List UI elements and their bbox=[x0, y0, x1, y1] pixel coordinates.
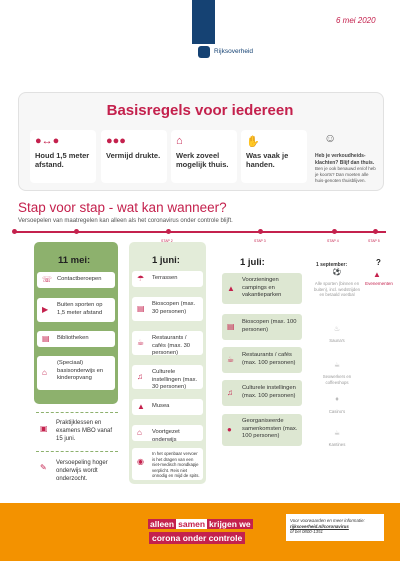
slogan-line1 bbox=[148, 519, 253, 529]
distance-icon: ●↔● bbox=[35, 135, 60, 147]
step-label: STAP 3 bbox=[254, 239, 266, 243]
mask-note bbox=[132, 448, 203, 480]
grey-item-text: Kantines bbox=[328, 442, 346, 447]
timeline-dot bbox=[74, 229, 79, 234]
item-text: Buiten sporten op 1,5 meter afstand bbox=[57, 302, 103, 316]
rule-card-distance bbox=[30, 130, 96, 183]
item-text: Georganiseerde samenkomsten (max. 100 personen) bbox=[242, 418, 298, 440]
cold-body: Ben je ook benauwd en/of heb je koorts? Dan moeten alle huis-genoten thuisblijven. bbox=[315, 166, 376, 183]
rule-card-home-work bbox=[171, 130, 237, 183]
rule-text-home-work: Werk zoveel mogelijk thuis. bbox=[176, 151, 229, 170]
info-line: Voor voorwaarden en meer informatie: bbox=[290, 518, 365, 523]
cinema-icon: ▤ bbox=[137, 304, 145, 313]
running-icon: ▶ bbox=[42, 305, 49, 314]
meeting-icon: ● bbox=[227, 425, 232, 434]
item-text: Restaurants / cafés (max. 30 personen) bbox=[152, 335, 191, 357]
item-text: (Speciaal) basisonderwijs en kinderopvang bbox=[57, 360, 104, 382]
phone-icon: ☏ bbox=[42, 275, 53, 284]
slogan-line2: corona onder controle bbox=[149, 532, 245, 544]
camping-icon: ▲ bbox=[227, 284, 235, 293]
event-icon: ▲ bbox=[373, 270, 381, 279]
sauna-icon: ♨ bbox=[333, 326, 341, 333]
step4-date: 1 september: bbox=[316, 262, 348, 268]
item-text: Bioscopen (max. 30 personen) bbox=[152, 301, 196, 315]
item-text: Culturele instellingen (max. 100 personen) bbox=[242, 385, 296, 399]
grey-item-text: Sauna's bbox=[329, 338, 345, 343]
steps-title: Stap voor stap - wat kan wanneer? bbox=[18, 200, 227, 215]
timeline-dot bbox=[258, 229, 263, 234]
restaurant-icon: ☕ bbox=[137, 338, 145, 347]
slogan-word: krijgen we bbox=[209, 519, 251, 529]
timeline-dot bbox=[373, 229, 378, 234]
step2-date: 1 juni: bbox=[152, 255, 180, 266]
pen-icon: ✎ bbox=[40, 463, 47, 472]
step1-date: 11 mei: bbox=[58, 255, 91, 266]
list-item bbox=[222, 380, 302, 406]
cinema-icon: ▤ bbox=[227, 322, 235, 331]
home-work-icon: ⌂ bbox=[176, 135, 183, 147]
step-label: STAP 2 bbox=[161, 239, 173, 243]
list-item bbox=[132, 425, 203, 441]
list-item bbox=[37, 356, 115, 390]
note-text: Praktijklessen en examens MBO vanaf 15 juni. bbox=[56, 420, 113, 442]
school-icon: ⌂ bbox=[42, 368, 47, 377]
note-text: Versoepeling hoger onderwijs wordt onderzocht. bbox=[56, 460, 108, 482]
casino-icon: ♦ bbox=[335, 396, 339, 403]
school-icon: ⌂ bbox=[137, 428, 142, 437]
library-icon: ▤ bbox=[42, 334, 50, 343]
step-label: STAP 4 bbox=[327, 239, 339, 243]
org-name: Rijksoverheid bbox=[214, 48, 254, 55]
info-box bbox=[286, 514, 384, 541]
rule-card-crowd bbox=[101, 130, 167, 183]
list-item bbox=[222, 414, 302, 446]
canteen-icon: ☕ bbox=[333, 430, 341, 437]
step-label: STAP 5 bbox=[368, 239, 380, 243]
rule-card-wash-hands bbox=[241, 130, 307, 183]
steps-subtitle: Versoepelen van maatregelen kan alleen als het coronavirus onder controle blijft. bbox=[18, 218, 233, 224]
mask-icon: ◉ bbox=[137, 457, 144, 466]
item-text: Contactberoepen bbox=[57, 276, 102, 282]
basisregels-title: Basisregels voor iedereen bbox=[106, 102, 294, 119]
item-text: Terrassen bbox=[152, 275, 178, 281]
cold-icon: ☺ bbox=[324, 131, 337, 145]
crowd-icon: ●●● bbox=[106, 135, 126, 147]
cold-heading: Heb je verkoudheids-klachten? Blijf dan thuis. bbox=[315, 153, 375, 166]
sport-icon: ⚽ bbox=[332, 269, 342, 276]
grey-item-text: Casino's bbox=[328, 409, 346, 414]
list-item bbox=[132, 331, 203, 355]
step5-date: ? bbox=[376, 258, 381, 267]
culture-icon: ♫ bbox=[227, 388, 233, 397]
event-text: Evenementen bbox=[365, 281, 393, 286]
slogan-word: samen bbox=[178, 519, 206, 529]
terrace-icon: ☂ bbox=[137, 274, 145, 283]
publication-date: 6 mei 2020 bbox=[336, 16, 376, 25]
list-item bbox=[132, 297, 203, 321]
rule-text-crowd: Vermijd drukte. bbox=[106, 151, 161, 160]
grey-item-text: Sexwerkers en coffeeshops bbox=[322, 374, 352, 385]
list-item bbox=[222, 273, 302, 304]
info-url[interactable]: rijksoverheid.nl/coronavirus bbox=[290, 523, 349, 529]
step3-date: 1 juli: bbox=[240, 257, 265, 268]
list-item bbox=[222, 314, 302, 340]
wash-hands-icon: ✋ bbox=[246, 136, 260, 148]
dashed-divider bbox=[36, 451, 118, 452]
item-text: Musea bbox=[152, 403, 170, 409]
rule-text-distance: Houd 1,5 meter afstand. bbox=[35, 151, 90, 170]
list-item bbox=[37, 331, 115, 347]
list-item bbox=[132, 365, 203, 389]
info-line: of bel 0800-1351 bbox=[290, 529, 323, 535]
slogan-word: alleen bbox=[150, 519, 175, 529]
timeline-dot bbox=[332, 229, 337, 234]
step-label: STAP 1 bbox=[68, 239, 80, 243]
crest-icon bbox=[198, 46, 210, 58]
timeline-dot bbox=[166, 229, 171, 234]
culture-icon: ♫ bbox=[137, 372, 143, 381]
list-item bbox=[222, 347, 302, 373]
dashed-divider bbox=[36, 412, 118, 413]
item-text: In het openbaar vervoer is het dragen van een niet-medisch mondkapje verplicht. Reis niet onnodig en mijd de spits. bbox=[152, 451, 200, 479]
restaurant-icon: ☕ bbox=[227, 355, 235, 364]
list-item bbox=[132, 399, 203, 415]
graduation-icon: ▣ bbox=[40, 424, 48, 433]
item-text: Voorzieningen campings en vakantieparken bbox=[242, 277, 282, 299]
item-text: Culturele instellingen (max. 30 personen) bbox=[152, 369, 198, 391]
coffeeshop-icon: ☕ bbox=[333, 362, 341, 369]
list-item bbox=[37, 298, 115, 322]
rijksoverheid-logo-bar bbox=[192, 0, 215, 44]
item-text: Restaurants / cafés (max. 100 personen) bbox=[242, 352, 296, 366]
museum-icon: ▲ bbox=[137, 402, 145, 411]
list-item bbox=[37, 272, 115, 288]
item-text: Voortgezet onderwijs bbox=[152, 429, 180, 443]
rule-text-wash-hands: Was vaak je handen. bbox=[246, 151, 289, 170]
grey-item-text: Alle sporten (binnen en buiten), incl. wedstrijden en betaald voetbal bbox=[313, 281, 361, 298]
list-item bbox=[132, 271, 203, 287]
item-text: Bioscopen (max. 100 personen) bbox=[242, 319, 297, 333]
timeline-dot bbox=[12, 229, 17, 234]
timeline-line bbox=[14, 231, 386, 233]
item-text: Bibliotheken bbox=[57, 335, 89, 341]
